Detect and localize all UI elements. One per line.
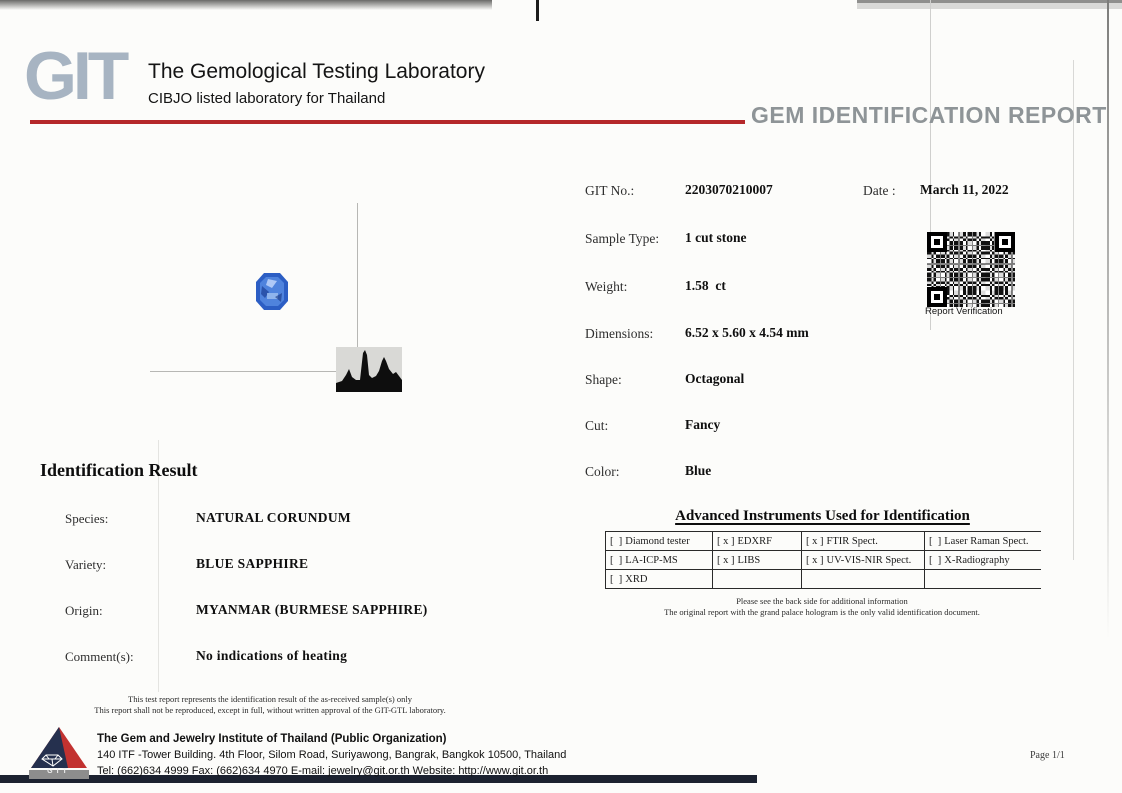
instrument-label: EDXRF bbox=[737, 535, 772, 547]
instrument-checkbox: [ x ] bbox=[717, 535, 735, 547]
qr-finder-icon bbox=[995, 232, 1015, 252]
watermark-horizontal-line bbox=[150, 371, 336, 372]
instrument-cell bbox=[925, 551, 1041, 569]
scan-artifact-right-edge-faint bbox=[1073, 60, 1074, 560]
cut-label: Cut: bbox=[585, 418, 609, 433]
note-line: The original report with the grand palace hologram is the only valid identification document. bbox=[664, 607, 980, 618]
footer-org-name: The Gem and Jewelry Institute of Thailand (Public Organization) bbox=[97, 733, 447, 745]
disclaimer-line: This report shall not be reproduced, except in full, without written approval of the GIT-GTL laboratory. bbox=[94, 705, 446, 716]
instrument-cell bbox=[925, 532, 1041, 550]
weight-label: Weight: bbox=[585, 279, 628, 294]
instrument-label: Diamond tester bbox=[625, 535, 690, 547]
instrument-checkbox: [ x ] bbox=[717, 554, 735, 566]
shape-value: Octagonal bbox=[685, 371, 745, 386]
comment-label: Comment(s): bbox=[65, 649, 134, 664]
org-subtitle: CIBJO listed laboratory for Thailand bbox=[148, 90, 386, 107]
qr-finder-icon bbox=[927, 232, 947, 252]
sample-type-value: 1 cut stone bbox=[685, 230, 747, 245]
footer-contact: Tel: (662)634 4999 Fax: (662)634 4970 E-mail: jewelry@git.or.th Website: http://www.git.or.th bbox=[97, 765, 549, 777]
instrument-label: X-Radiography bbox=[944, 554, 1010, 566]
instrument-label: LA-ICP-MS bbox=[625, 554, 678, 566]
instrument-checkbox: [ ] bbox=[929, 535, 942, 547]
instrument-cell bbox=[606, 532, 712, 550]
instrument-checkbox: [ x ] bbox=[806, 554, 824, 566]
date-label: Date : bbox=[863, 183, 896, 198]
identification-heading: Identification Result bbox=[40, 460, 198, 480]
scan-artifact-top-tick bbox=[536, 0, 539, 21]
instrument-label: FTIR Spect. bbox=[826, 535, 878, 547]
scan-artifact-top-right-bar bbox=[857, 0, 1122, 9]
instrument-label: Laser Raman Spect. bbox=[944, 535, 1029, 547]
disclaimer-line: This test report represents the identification result of the as-received sample(s) only bbox=[128, 694, 412, 704]
instrument-checkbox: [ ] bbox=[610, 535, 623, 547]
instrument-cell bbox=[802, 532, 924, 550]
report-title: GEM IDENTIFICATION REPORT bbox=[751, 102, 1107, 128]
instrument-cell bbox=[606, 551, 712, 569]
instrument-checkbox: [ ] bbox=[610, 573, 623, 585]
instrument-cell bbox=[713, 532, 801, 550]
instrument-checkbox: [ ] bbox=[610, 554, 623, 566]
instrument-checkbox: [ ] bbox=[929, 554, 942, 566]
dimensions-label: Dimensions: bbox=[585, 326, 654, 341]
comment-value: No indications of heating bbox=[196, 648, 348, 663]
instrument-cell bbox=[925, 570, 1041, 588]
footer-address: 140 ITF -Tower Building. 4th Floor, Silom Road, Suriyawong, Bangrak, Bangkok 10500, Thailand bbox=[97, 749, 567, 761]
git-footer-logo-text: GIT bbox=[47, 768, 71, 775]
species-label: Species: bbox=[65, 511, 109, 526]
color-label: Color: bbox=[585, 464, 620, 479]
weight-value: 1.58 ct bbox=[685, 278, 726, 293]
variety-label: Variety: bbox=[65, 557, 107, 572]
dimensions-value: 6.52 x 5.60 x 4.54 mm bbox=[685, 325, 809, 340]
instrument-cell bbox=[802, 570, 924, 588]
instrument-label: XRD bbox=[625, 573, 648, 585]
instrument-cell bbox=[713, 570, 801, 588]
instrument-checkbox: [ x ] bbox=[806, 535, 824, 547]
git-no-value: 2203070210007 bbox=[685, 182, 773, 197]
scan-artifact-top-bar bbox=[0, 0, 492, 10]
note-line: Please see the back side for additional information bbox=[736, 596, 908, 606]
sample-type-label: Sample Type: bbox=[585, 231, 660, 246]
species-value: NATURAL CORUNDUM bbox=[196, 510, 351, 525]
instruments-heading: Advanced Instruments Used for Identification bbox=[675, 508, 970, 524]
header-rule bbox=[30, 120, 745, 124]
git-no-label: GIT No.: bbox=[585, 183, 635, 198]
git-logo: GIT bbox=[24, 38, 126, 114]
instruments-notes bbox=[602, 596, 1042, 618]
origin-label: Origin: bbox=[65, 603, 103, 618]
origin-value: MYANMAR (BURMESE SAPPHIRE) bbox=[196, 602, 428, 617]
qr-code bbox=[927, 232, 1015, 307]
instrument-label: UV-VIS-NIR Spect. bbox=[826, 554, 912, 566]
cut-value: Fancy bbox=[685, 417, 721, 432]
instrument-cell bbox=[713, 551, 801, 569]
org-name: The Gemological Testing Laboratory bbox=[148, 60, 485, 83]
page-number: Page 1/1 bbox=[1030, 750, 1065, 761]
scan-artifact-right-edge bbox=[1107, 0, 1109, 640]
disclaimer bbox=[70, 694, 470, 716]
instrument-cell bbox=[802, 551, 924, 569]
instrument-label: LIBS bbox=[737, 554, 761, 566]
color-value: Blue bbox=[685, 463, 712, 478]
qr-finder-icon bbox=[927, 287, 947, 307]
qr-caption: Report Verification bbox=[925, 306, 1003, 317]
date-value: March 11, 2022 bbox=[920, 182, 1009, 197]
spectrum-thumbnail bbox=[336, 347, 402, 392]
variety-value: BLUE SAPPHIRE bbox=[196, 556, 309, 571]
instrument-cell bbox=[606, 570, 712, 588]
gem-photo bbox=[256, 273, 288, 310]
instruments-table bbox=[605, 531, 1041, 589]
shape-label: Shape: bbox=[585, 372, 622, 387]
